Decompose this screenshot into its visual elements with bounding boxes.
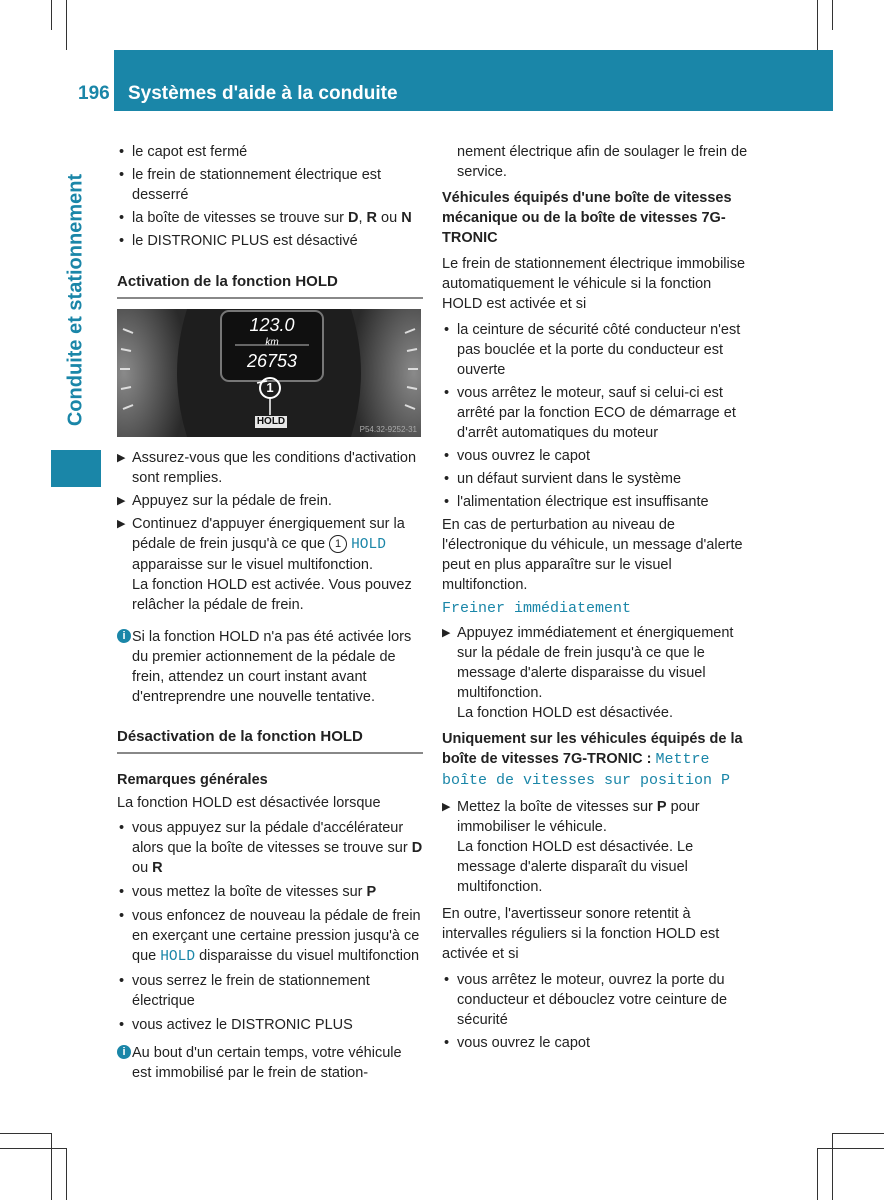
right-column [442, 142, 749, 1053]
list-item: • la boîte de vitesses se trouve sur D, R ou N [117, 208, 423, 228]
instruction-step: ▶ Continuez d'appuyer énergiquement sur la pédale de frein jusqu'à ce que 1 HOLD apparaisse sur le visuel multifonction. La fonction HOLD est activée. Vous pouvez relâcher la pédale de frein. [117, 516, 412, 613]
list-item: • vous appuyez sur la pédale d'accélérateur alors que la boîte de vitesses se trouve sur D ou R [117, 818, 423, 878]
list-item: • le DISTRONIC PLUS est désactivé [117, 231, 423, 251]
list-item: • la ceinture de sécurité côté conducteur n'est pas bouclée et la porte du conducteur est ouverte [442, 320, 749, 380]
list-item: • vous arrêtez le moteur, sauf si celui-ci est arrêté par la fonction ECO de démarrage et d'arrêt automatiques du moteur [442, 383, 749, 443]
section-heading: Activation de la fonction HOLD [117, 272, 423, 299]
section-heading: Désactivation de la fonction HOLD [117, 727, 423, 754]
odometer-readout: 26753 [246, 351, 298, 371]
crop-mark [66, 0, 67, 50]
crop-mark [832, 1133, 884, 1134]
list-item: • vous mettez la boîte de vitesses sur P [117, 882, 423, 902]
subsection-heading: Remarques générales [117, 772, 268, 788]
crop-mark [51, 1133, 52, 1200]
list-item: • vous ouvrez le capot [442, 1033, 749, 1053]
side-tab-marker [51, 450, 101, 487]
crop-mark [817, 1148, 818, 1200]
step-arrow-icon: ▶ [117, 452, 126, 464]
info-icon: i [117, 629, 131, 643]
callout-circle-icon: 1 [329, 535, 347, 553]
side-tab-label: Conduite et stationnement [64, 173, 87, 427]
hold-indicator: HOLD [256, 416, 286, 427]
subsection-heading: Véhicules équipés d'une boîte de vitesses mécanique ou de la boîte de vitesses 7G-TRONIC [442, 190, 732, 246]
list-item: • le capot est fermé [117, 142, 423, 162]
instruction-step: ▶ Mettez la boîte de vitesses sur P pour immobiliser le véhicule. La fonction HOLD est désactivée. Le message d'alerte disparaît du visuel multifonction. [442, 799, 700, 895]
step-arrow-icon: ▶ [442, 801, 451, 813]
list-item: • vous activez le DISTRONIC PLUS [117, 1015, 423, 1035]
paragraph: La fonction HOLD est désactivée lorsque [117, 795, 381, 811]
page-number: 196 [78, 83, 110, 104]
display-message: HOLD [160, 949, 196, 965]
list-item: • un défaut survient dans le système [442, 469, 749, 489]
instrument-cluster-figure [117, 309, 421, 437]
instruction-step: ▶ Appuyez sur la pédale de frein. [117, 493, 332, 509]
crop-mark [817, 1148, 884, 1149]
step-arrow-icon: ▶ [117, 518, 126, 530]
page-title: Systèmes d'aide à la conduite [128, 83, 398, 104]
list-item: • vous serrez le frein de stationnement électrique [117, 971, 423, 1011]
info-note: i Au bout d'un certain temps, votre véhicule est immobilisé par le frein de station- [117, 1043, 423, 1083]
crop-mark [0, 1133, 51, 1134]
crop-mark [832, 1133, 833, 1200]
speed-readout: 123.0 [249, 315, 295, 335]
info-note: i Si la fonction HOLD n'a pas été activée lors du premier actionnement de la pédale de frein, attendez un court instant avant d'entreprendre une nouvelle tentative. [117, 627, 423, 707]
list-item: • vous arrêtez le moteur, ouvrez la porte du conducteur et débouclez votre ceinture de sécurité [442, 970, 749, 1030]
paragraph: Le frein de stationnement électrique immobilise automatiquement le véhicule si la fonction HOLD est activée et si [442, 256, 746, 312]
list-item: • vous enfoncez de nouveau la pédale de frein en exerçant une certaine pression jusqu'à ce que HOLD disparaisse du visuel multifonction [117, 906, 423, 967]
crop-mark [51, 0, 52, 30]
subsection-heading: Uniquement sur les véhicules équipés de la boîte de vitesses 7G-TRONIC : Mettre boîte de vitesses sur position P [442, 731, 743, 789]
display-message: Mettre boîte de vitesses sur position P [442, 751, 731, 789]
display-message: Freiner immédiatement [442, 600, 632, 617]
list-item: • vous ouvrez le capot [442, 446, 749, 466]
crop-mark [817, 0, 818, 50]
list-item: • le frein de stationnement électrique est desserré [117, 165, 423, 205]
left-column [117, 142, 423, 1083]
instruction-step: ▶ Appuyez immédiatement et énergiquement sur la pédale de frein jusqu'à ce que le message d'alerte disparaisse du visuel multifonction. La fonction HOLD est désactivée. [442, 625, 734, 721]
crop-mark [832, 0, 833, 30]
paragraph: En outre, l'avertisseur sonore retentit à intervalles réguliers si la fonction HOLD est activée et si [442, 906, 720, 962]
info-icon: i [117, 1045, 131, 1059]
instruction-step: ▶ Assurez-vous que les conditions d'activation sont remplies. [117, 450, 417, 486]
figure-reference: P54.32-9252-31 [359, 425, 417, 434]
unit-readout: km [265, 337, 279, 348]
crop-mark [66, 1148, 67, 1200]
crop-mark [0, 1148, 66, 1149]
step-arrow-icon: ▶ [442, 627, 451, 639]
step-arrow-icon: ▶ [117, 495, 126, 507]
display-message: HOLD [351, 537, 386, 553]
paragraph: nement électrique afin de soulager le frein de service. [457, 144, 748, 180]
paragraph: En cas de perturbation au niveau de l'électronique du véhicule, un message d'alerte peut en plus apparaître sur le visuel multifonction. [442, 517, 743, 593]
list-item: • l'alimentation électrique est insuffisante [442, 492, 749, 512]
callout-number: 1 [266, 380, 274, 395]
